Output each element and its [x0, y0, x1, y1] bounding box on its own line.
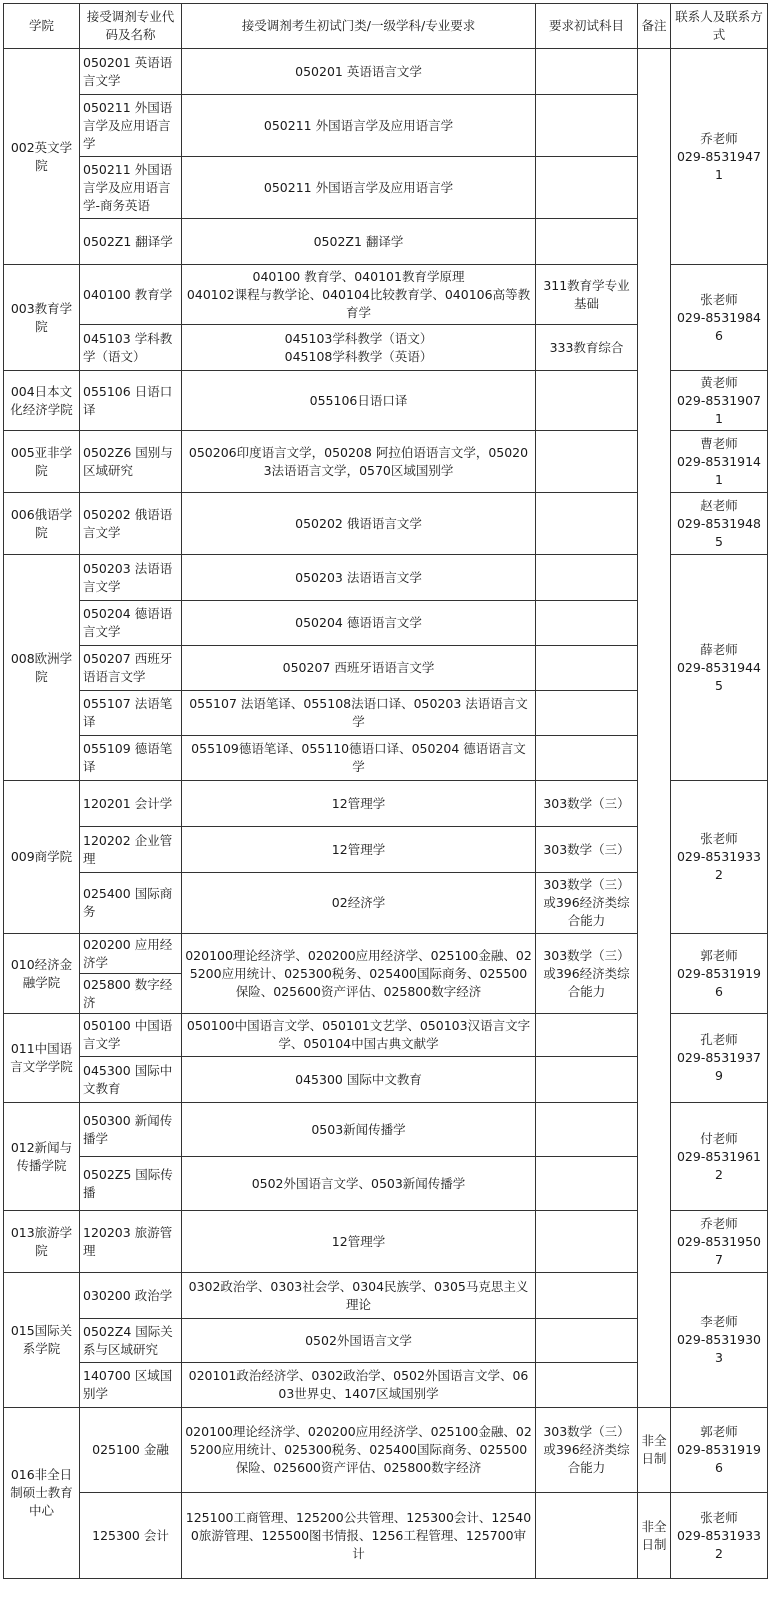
- header-requirement: 接受调剂考生初试门类/一级学科/专业要求: [182, 4, 536, 49]
- table-row: [4, 1493, 768, 1579]
- contact-cell: 曹老师 029-85319141: [671, 431, 768, 493]
- subjects-cell: 303数学（三）或396经济类综合能力: [536, 1408, 638, 1493]
- major-cell: 045300 国际中文教育: [80, 1057, 182, 1103]
- contact-cell: 张老师 029-85319332: [671, 781, 768, 934]
- college-cell: 015国际关系学院: [4, 1273, 80, 1408]
- header-college: 学院: [4, 4, 80, 49]
- subjects-cell: [536, 1103, 638, 1157]
- major-cell: 030200 政治学: [80, 1273, 182, 1319]
- adjustment-table: [3, 3, 768, 1579]
- requirement-cell: 12管理学: [182, 781, 536, 827]
- note-cell: [638, 49, 671, 1408]
- major-cell: 050211 外国语言学及应用语言学-商务英语: [80, 157, 182, 219]
- requirement-cell: 040100 教育学、040101教育学原理 040102课程与教学论、040104比较教育学、040106高等教育学: [182, 265, 536, 325]
- major-cell: 050207 西班牙语语言文学: [80, 646, 182, 691]
- major-cell: 045103 学科教学（语文）: [80, 325, 182, 371]
- subjects-cell: [536, 95, 638, 157]
- subjects-cell: [536, 691, 638, 736]
- header-row: [4, 4, 768, 49]
- subjects-cell: 311教育学专业基础: [536, 265, 638, 325]
- requirement-cell: 050202 俄语语言文学: [182, 493, 536, 555]
- subjects-cell: [536, 1211, 638, 1273]
- requirement-cell: 0502Z1 翻译学: [182, 219, 536, 265]
- subjects-cell: [536, 431, 638, 493]
- table-row: [4, 1408, 768, 1493]
- contact-cell: 李老师 029-85319303: [671, 1273, 768, 1408]
- major-cell: 050204 德语语言文学: [80, 601, 182, 646]
- major-cell: 050211 外国语言学及应用语言学: [80, 95, 182, 157]
- major-cell: 0502Z4 国际关系与区域研究: [80, 1319, 182, 1363]
- subjects-cell: [536, 157, 638, 219]
- subjects-cell: [536, 219, 638, 265]
- note-cell: 非全日制: [638, 1493, 671, 1579]
- requirement-cell: 050100中国语言文学、050101文艺学、050103汉语言文字学、050104中国古典文献学: [182, 1014, 536, 1057]
- college-cell: 004日本文化经济学院: [4, 371, 80, 431]
- college-cell: 008欧洲学院: [4, 555, 80, 781]
- major-cell: 055107 法语笔译: [80, 691, 182, 736]
- major-cell: 050201 英语语言文学: [80, 49, 182, 95]
- college-cell: 016非全日制硕士教育中心: [4, 1408, 80, 1579]
- requirement-cell: 12管理学: [182, 1211, 536, 1273]
- contact-cell: 黄老师 029-85319071: [671, 371, 768, 431]
- header-subjects: 要求初试科目: [536, 4, 638, 49]
- contact-cell: 乔老师 029-85319507: [671, 1211, 768, 1273]
- major-cell: 140700 区域国别学: [80, 1363, 182, 1408]
- requirement-cell: 050203 法语语言文学: [182, 555, 536, 601]
- subjects-cell: 303数学（三）或396经济类综合能力: [536, 873, 638, 934]
- college-cell: 009商学院: [4, 781, 80, 934]
- major-cell: 050100 中国语言文学: [80, 1014, 182, 1057]
- major-cell: 050202 俄语语言文学: [80, 493, 182, 555]
- requirement-cell: 0302政治学、0303社会学、0304民族学、0305马克思主义理论: [182, 1273, 536, 1319]
- college-cell: 013旅游学院: [4, 1211, 80, 1273]
- contact-cell: 张老师 029-85319332: [671, 1493, 768, 1579]
- requirement-cell: 12管理学: [182, 827, 536, 873]
- contact-cell: 乔老师 029-85319471: [671, 49, 768, 265]
- major-cell: 0502Z5 国际传播: [80, 1157, 182, 1211]
- subjects-cell: [536, 1493, 638, 1579]
- major-cell: 055109 德语笔译: [80, 736, 182, 781]
- major-cell: 0502Z1 翻译学: [80, 219, 182, 265]
- requirement-cell: 020100理论经济学、020200应用经济学、025100金融、025200应用统计、025300税务、025400国际商务、025500保险、025600资产评估、025800数字经济: [182, 934, 536, 1014]
- major-cell: 025100 金融: [80, 1408, 182, 1493]
- subjects-cell: [536, 1319, 638, 1363]
- subjects-cell: [536, 371, 638, 431]
- requirement-cell: 050204 德语语言文学: [182, 601, 536, 646]
- college-cell: 011中国语言文学学院: [4, 1014, 80, 1103]
- major-cell: 040100 教育学: [80, 265, 182, 325]
- subjects-cell: 333教育综合: [536, 325, 638, 371]
- subjects-cell: [536, 1157, 638, 1211]
- contact-cell: 张老师 029-85319846: [671, 265, 768, 371]
- requirement-cell: 050206印度语言文学，050208 阿拉伯语语言文学，050203法语语言文学，0570区域国别学: [182, 431, 536, 493]
- requirement-cell: 0502外国语言文学: [182, 1319, 536, 1363]
- subjects-cell: [536, 1273, 638, 1319]
- contact-cell: 付老师 029-85319612: [671, 1103, 768, 1211]
- requirement-cell: 02经济学: [182, 873, 536, 934]
- major-cell: 025800 数字经济: [80, 974, 182, 1014]
- contact-cell: 薛老师 029-85319445: [671, 555, 768, 781]
- requirement-cell: 125100工商管理、125200公共管理、125300会计、125400旅游管理、125500图书情报、1256工程管理、125700审计: [182, 1493, 536, 1579]
- subjects-cell: 303数学（三）: [536, 781, 638, 827]
- major-cell: 120203 旅游管理: [80, 1211, 182, 1273]
- requirement-cell: 045103学科教学（语文） 045108学科教学（英语）: [182, 325, 536, 371]
- contact-cell: 赵老师 029-85319485: [671, 493, 768, 555]
- requirement-cell: 055107 法语笔译、055108法语口译、050203 法语语言文学: [182, 691, 536, 736]
- subjects-cell: [536, 1014, 638, 1057]
- requirement-cell: 045300 国际中文教育: [182, 1057, 536, 1103]
- header-major: 接受调剂专业代码及名称: [80, 4, 182, 49]
- requirement-cell: 055109德语笔译、055110德语口译、050204 德语语言文学: [182, 736, 536, 781]
- major-cell: 125300 会计: [80, 1493, 182, 1579]
- requirement-cell: 050211 外国语言学及应用语言学: [182, 95, 536, 157]
- major-cell: 020200 应用经济学: [80, 934, 182, 974]
- contact-cell: 孔老师 029-85319379: [671, 1014, 768, 1103]
- college-cell: 006俄语学院: [4, 493, 80, 555]
- subjects-cell: [536, 1363, 638, 1408]
- major-cell: 0502Z6 国别与区域研究: [80, 431, 182, 493]
- subjects-cell: [536, 646, 638, 691]
- requirement-cell: 050211 外国语言学及应用语言学: [182, 157, 536, 219]
- header-note: 备注: [638, 4, 671, 49]
- major-cell: 120201 会计学: [80, 781, 182, 827]
- requirement-cell: 050207 西班牙语语言文学: [182, 646, 536, 691]
- contact-cell: 郭老师 029-85319196: [671, 934, 768, 1014]
- contact-cell: 郭老师 029-85319196: [671, 1408, 768, 1493]
- college-cell: 005亚非学院: [4, 431, 80, 493]
- subjects-cell: [536, 555, 638, 601]
- table-row: [4, 49, 768, 95]
- subjects-cell: [536, 736, 638, 781]
- requirement-cell: 0503新闻传播学: [182, 1103, 536, 1157]
- subjects-cell: [536, 1057, 638, 1103]
- subjects-cell: 303数学（三）: [536, 827, 638, 873]
- requirement-cell: 050201 英语语言文学: [182, 49, 536, 95]
- note-cell: 非全日制: [638, 1408, 671, 1493]
- college-cell: 003教育学院: [4, 265, 80, 371]
- subjects-cell: [536, 601, 638, 646]
- college-cell: 012新闻与传播学院: [4, 1103, 80, 1211]
- subjects-cell: [536, 493, 638, 555]
- header-contact: 联系人及联系方式: [671, 4, 768, 49]
- requirement-cell: 055106日语口译: [182, 371, 536, 431]
- requirement-cell: 0502外国语言文学、0503新闻传播学: [182, 1157, 536, 1211]
- major-cell: 050300 新闻传播学: [80, 1103, 182, 1157]
- major-cell: 025400 国际商务: [80, 873, 182, 934]
- major-cell: 050203 法语语言文学: [80, 555, 182, 601]
- requirement-cell: 020101政治经济学、0302政治学、0502外国语言文学、0603世界史、1407区域国别学: [182, 1363, 536, 1408]
- requirement-cell: 020100理论经济学、020200应用经济学、025100金融、025200应用统计、025300税务、025400国际商务、025500保险、025600资产评估、025800数字经济: [182, 1408, 536, 1493]
- major-cell: 055106 日语口译: [80, 371, 182, 431]
- major-cell: 120202 企业管理: [80, 827, 182, 873]
- subjects-cell: 303数学（三）或396经济类综合能力: [536, 934, 638, 1014]
- subjects-cell: [536, 49, 638, 95]
- college-cell: 002英文学院: [4, 49, 80, 265]
- college-cell: 010经济金融学院: [4, 934, 80, 1014]
